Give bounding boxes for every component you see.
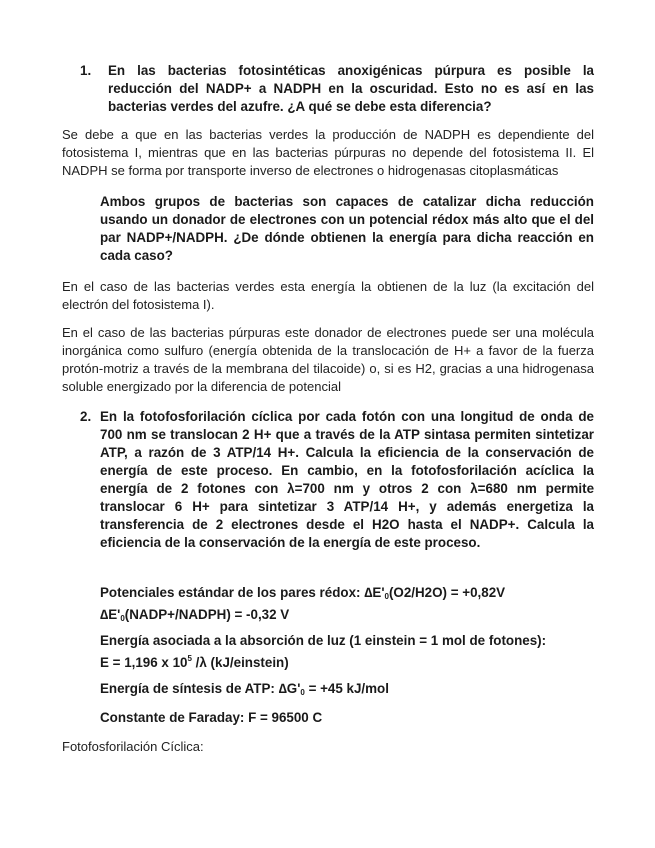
question-1-number: 1. [80, 63, 92, 78]
lambda-symbol: λ [287, 481, 295, 496]
question-2-text: En la fotofosforilación cíclica por cada fotón con una longitud de onda de 700 nm se translocan 2 H+ que a través de la ATP sintasa permiten sintetizar ATP, a razón de 3 ATP/14 H+. Calcula la eficiencia de la conservación de energía de este proceso. En cambio, en la fotofosforilación acíclica la energía de 2 fotones con λ=700 nm y otros 2 con λ=680 nm permite translocar 6 H+ para sintetizar 3 ATP/14 H+, y además energetiza la transferencia de 2 electrones desde el H2O hasta el NADP+. Calcula la eficiencia de la conservación de la energía de este proceso. [100, 409, 595, 550]
lambda-symbol: λ [470, 481, 478, 496]
light-energy-formula: Energía asociada a la absorción de luz (1 einstein = 1 mol de fotones): E = 1,196 x $10^5$ /λ (kJ/einstein) [100, 633, 547, 670]
redox-potentials: Potenciales estándar de los pares rédox: $\Delta E'_0(O2/H2O) = +0,82V$ $\Delta E'_0(NADP+/NADPH) = -0,32$ V [100, 585, 506, 623]
answer-1b-purple-bacteria: En el caso de las bacterias púrpuras este donador de electrones puede ser una molécula inorgánica como sulfuro (energía obtenida de la translocación de H+ a favor de la fuerza protón-motriz a través de la membrana del tilacoide) o, si es H2, gracias a una hidrogenasa soluble energizado por la diferencia de potencial [62, 325, 594, 394]
atp-synthesis-energy: Energía de síntesis de ATP: $\Delta G'_0 = +45$ kJ/mol [100, 681, 389, 697]
answer-1-paragraph: Se debe a que en las bacterias verdes la producción de NADPH es dependiente del fotosistema I, mientras que en las bacterias púrpuras no depende del fotosistema II. El NADPH se forma por transporte inverso de electrones o hidrogenasas citoplasmáticas [62, 127, 594, 178]
question-2-number: 2. [80, 409, 92, 424]
faraday-constant: Constante de Faraday: F = 96500 C [100, 710, 323, 725]
question-1-text: En las bacterias fotosintéticas anoxigénicas púrpura es posible la reducción del NADP+ a NADPH en la oscuridad. Esto no es así en las bacterias verdes del azufre. ¿A qué se debe esta diferencia? [108, 63, 594, 114]
answer-1b-green-bacteria: En el caso de las bacterias verdes esta energía la obtienen de la luz (la excitación del electrón del fotosistema I). [62, 279, 594, 312]
question-1b-text: Ambos grupos de bacterias son capaces de catalizar dicha reducción usando un donador de electrones con un potencial rédox más alto que el del par NADP+/NADPH. ¿De dónde obtienen la energía para dicha reacción en cada caso? [100, 194, 594, 263]
section-heading-cyclic: Fotofosforilación Cíclica: [62, 739, 204, 754]
